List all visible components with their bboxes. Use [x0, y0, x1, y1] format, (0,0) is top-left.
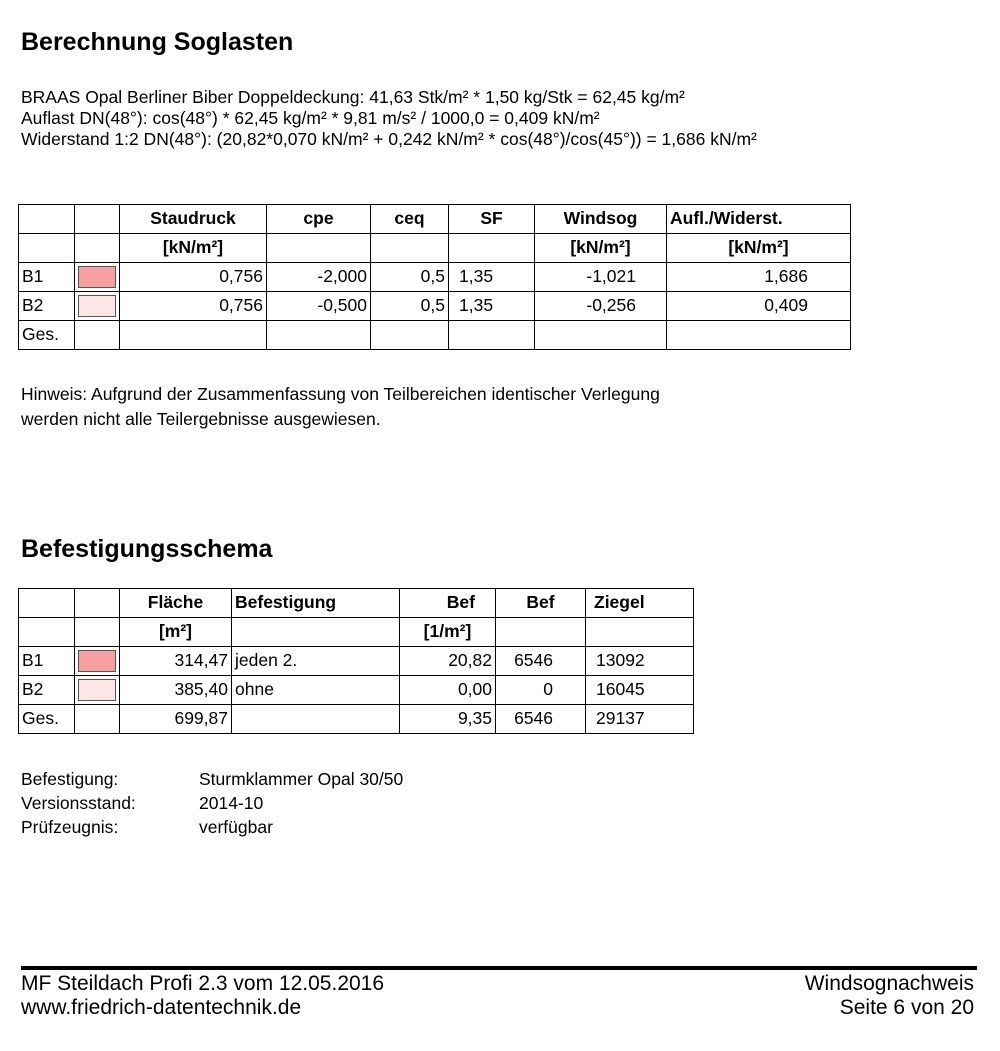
- cell-flaeche: 385,40: [120, 676, 232, 705]
- header-staudruck: Staudruck: [120, 205, 267, 234]
- footer-right: [805, 972, 974, 1020]
- cell-cpe: -0,500: [267, 292, 371, 321]
- cell-aufl: [667, 321, 851, 350]
- table-row: [19, 321, 851, 350]
- row-label: Ges.: [19, 321, 75, 350]
- cell-cpe: [267, 321, 371, 350]
- note-line-1: Hinweis: Aufgrund der Zusammenfassung von Teilbereichen identischer Verlegung: [21, 384, 660, 404]
- footer-divider: [21, 966, 977, 970]
- cell-sf: 1,35: [449, 292, 535, 321]
- row-label: B1: [19, 647, 75, 676]
- header-cell: [19, 589, 75, 618]
- swatch-cell: [75, 705, 120, 734]
- befestigung-title: Befestigungsschema: [21, 535, 273, 563]
- cell-windsog: -0,256: [535, 292, 667, 321]
- header-bef: Bef: [496, 589, 586, 618]
- cell-ziegel: 16045: [586, 676, 694, 705]
- row-label: Ges.: [19, 705, 75, 734]
- unit-cell: [371, 234, 449, 263]
- swatch-cell: [75, 321, 120, 350]
- note-line-2: werden nicht alle Teilergebnisse ausgewiesen.: [21, 409, 381, 429]
- cell-windsog: [535, 321, 667, 350]
- cell-flaeche: 699,87: [120, 705, 232, 734]
- meta-row-befestigung: [21, 767, 403, 791]
- row-label: B2: [19, 676, 75, 705]
- cell-aufl: 0,409: [667, 292, 851, 321]
- unit-cell: [19, 618, 75, 647]
- header-ceq: ceq: [371, 205, 449, 234]
- calc-line-auflast: Auflast DN(48°): cos(48°) * 62,45 kg/m² * 9,81 m/s² / 1000,0 = 0,409 kN/m²: [21, 108, 600, 128]
- footer-doc-title: Windsognachweis: [804, 972, 974, 995]
- footer-software: MF Steildach Profi 2.3 vom 12.05.2016: [21, 972, 385, 995]
- unit-cell: [449, 234, 535, 263]
- swatch-cell: [75, 647, 120, 676]
- cell-bef: 0: [496, 676, 586, 705]
- header-cpe: cpe: [267, 205, 371, 234]
- header-ziegel: Ziegel: [586, 589, 694, 618]
- header-windsog: Windsog: [535, 205, 667, 234]
- cell-befestigung: jeden 2.: [232, 647, 400, 676]
- table-unit-row: [19, 234, 851, 263]
- footer-page-number: Seite 6 von 20: [839, 996, 974, 1019]
- table-row: [19, 647, 694, 676]
- cell-aufl: 1,686: [667, 263, 851, 292]
- header-cell: [75, 205, 120, 234]
- unit-cell: [496, 618, 586, 647]
- header-flaeche: Fläche: [120, 589, 232, 618]
- cell-befestigung: ohne: [232, 676, 400, 705]
- color-swatch: [78, 266, 116, 288]
- cell-befestigung: [232, 705, 400, 734]
- soglasten-title: Berechnung Soglasten: [21, 28, 294, 56]
- cell-ceq: [371, 321, 449, 350]
- swatch-cell: [75, 263, 120, 292]
- swatch-cell: [75, 676, 120, 705]
- row-label: B1: [19, 263, 75, 292]
- befestigung-meta: [21, 767, 403, 839]
- cell-bef: 6546: [496, 647, 586, 676]
- cell-staudruck: [120, 321, 267, 350]
- table-row: [19, 676, 694, 705]
- unit-staudruck: [kN/m²]: [120, 234, 267, 263]
- unit-flaeche: [m²]: [120, 618, 232, 647]
- color-swatch: [78, 650, 116, 672]
- cell-bef: 6546: [496, 705, 586, 734]
- unit-cell: [19, 234, 75, 263]
- cell-ceq: 0,5: [371, 292, 449, 321]
- meta-key: Versionsstand:: [21, 793, 136, 813]
- cell-flaeche: 314,47: [120, 647, 232, 676]
- cell-staudruck: 0,756: [120, 263, 267, 292]
- unit-bef-m2: [1/m²]: [400, 618, 496, 647]
- befestigung-table: [18, 588, 694, 734]
- table-header-row: [19, 589, 694, 618]
- meta-row-versionsstand: [21, 791, 403, 815]
- meta-value: 2014-10: [199, 793, 264, 813]
- footer-left: [21, 972, 384, 1020]
- cell-staudruck: 0,756: [120, 292, 267, 321]
- cell-cpe: -2,000: [267, 263, 371, 292]
- unit-windsog: [kN/m²]: [535, 234, 667, 263]
- meta-row-pruefzeugnis: [21, 815, 403, 839]
- cell-bef-m2: 9,35: [400, 705, 496, 734]
- unit-cell: [75, 618, 120, 647]
- meta-value: verfügbar: [199, 817, 273, 837]
- header-aufl-widerst: Aufl./Widerst.: [667, 205, 851, 234]
- unit-cell: [75, 234, 120, 263]
- unit-cell: [586, 618, 694, 647]
- cell-sf: [449, 321, 535, 350]
- cell-ceq: 0,5: [371, 263, 449, 292]
- calc-line-material: BRAAS Opal Berliner Biber Doppeldeckung: 41,63 Stk/m² * 1,50 kg/Stk = 62,45 kg/m²: [21, 87, 685, 107]
- cell-sf: 1,35: [449, 263, 535, 292]
- header-sf: SF: [449, 205, 535, 234]
- table-row: [19, 263, 851, 292]
- header-bef-m2: Bef: [400, 589, 496, 618]
- cell-ziegel: 13092: [586, 647, 694, 676]
- header-cell: [75, 589, 120, 618]
- row-label: B2: [19, 292, 75, 321]
- cell-bef-m2: 0,00: [400, 676, 496, 705]
- meta-key: Befestigung:: [21, 769, 119, 789]
- soglasten-table: [18, 204, 851, 350]
- meta-value: Sturmklammer Opal 30/50: [199, 769, 404, 789]
- header-befestigung: Befestigung: [232, 589, 400, 618]
- unit-cell: [267, 234, 371, 263]
- cell-windsog: -1,021: [535, 263, 667, 292]
- table-row: [19, 292, 851, 321]
- cell-bef-m2: 20,82: [400, 647, 496, 676]
- calc-line-widerstand: Widerstand 1:2 DN(48°): (20,82*0,070 kN/m² + 0,242 kN/m² * cos(48°)/cos(45°)) = 1,686 kN/m²: [21, 129, 757, 149]
- meta-key: Prüfzeugnis:: [21, 817, 119, 837]
- header-cell: [19, 205, 75, 234]
- unit-aufl: [kN/m²]: [667, 234, 851, 263]
- table-unit-row: [19, 618, 694, 647]
- table-header-row: [19, 205, 851, 234]
- cell-ziegel: 29137: [586, 705, 694, 734]
- swatch-cell: [75, 292, 120, 321]
- unit-cell: [232, 618, 400, 647]
- color-swatch: [78, 679, 116, 701]
- table-row: [19, 705, 694, 734]
- color-swatch: [78, 295, 116, 317]
- footer-website: www.friedrich-datentechnik.de: [21, 996, 302, 1019]
